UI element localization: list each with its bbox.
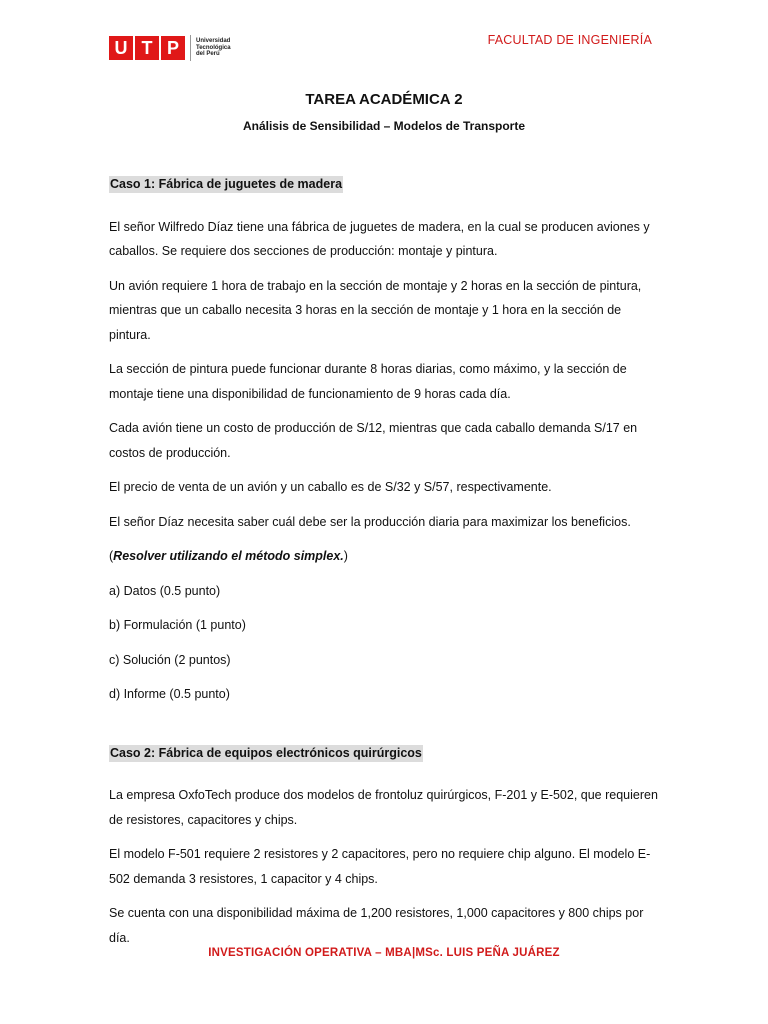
faculty-label: FACULTAD DE INGENIERÍA xyxy=(487,33,652,47)
instruction-text: Resolver utilizando el método simplex. xyxy=(113,549,344,563)
case1-paragraph: Cada avión tiene un costo de producción de S/12, mientras que cada caballo demanda S/17 en costos de producción. xyxy=(109,421,638,460)
document-body xyxy=(109,172,664,950)
case1-paragraph: El señor Wilfredo Díaz tiene una fábrica de juguetes de madera, en la cual se producen aviones y caballos. Se requiere dos secciones de producción: montaje y pintura. xyxy=(109,219,650,258)
page-header xyxy=(0,0,768,70)
case1-paragraph: La sección de pintura puede funcionar durante 8 horas diarias, como máximo, y la sección de montaje tiene una disponibilidad de funcionamiento de 9 horas cada día. xyxy=(109,362,627,401)
case1-paragraph: El señor Díaz necesita saber cuál debe ser la producción diaria para maximizar los beneficios. xyxy=(109,514,631,529)
utp-logo xyxy=(109,35,231,61)
page-footer: INVESTIGACIÓN OPERATIVA – MBA|MSc. LUIS PEÑA JUÁREZ xyxy=(208,947,560,959)
case1-item: b) Formulación (1 punto) xyxy=(109,618,246,632)
logo-letter-p: P xyxy=(161,36,185,60)
case1-heading: Caso 1: Fábrica de juguetes de madera xyxy=(110,177,343,191)
logo-text xyxy=(196,38,231,58)
logo-letter-u: U xyxy=(109,36,133,60)
document-subtitle: Análisis de Sensibilidad – Modelos de Transporte xyxy=(242,119,526,133)
logo-line-3: del Perú xyxy=(196,51,220,58)
case2-paragraph: La empresa OxfoTech produce dos modelos de frontoluz quirúrgicos, F-201 y E-502, que requieren de resistores, capacitores y chips. xyxy=(109,788,658,827)
case1-instruction: (Resolver utilizando el método simplex.) xyxy=(109,549,348,563)
case1-item: a) Datos (0.5 punto) xyxy=(109,583,221,598)
case1-item: c) Solución (2 puntos) xyxy=(109,652,231,667)
case1-item: d) Informe (0.5 punto) xyxy=(109,687,230,701)
logo-letter-t: T xyxy=(135,36,159,60)
case2-heading: Caso 2: Fábrica de equipos electrónicos quirúrgicos xyxy=(110,745,422,760)
case2-paragraph: Se cuenta con una disponibilidad máxima de 1,200 resistores, 1,000 capacitores y 800 chips por día. xyxy=(109,906,644,945)
case1-paragraph: Un avión requiere 1 hora de trabajo en la sección de montaje y 2 horas en la sección de pintura, mientras que un caballo necesita 3 horas en la sección de montaje y 1 hora en la sección de pintura. xyxy=(109,278,642,342)
document-title: TAREA ACADÉMICA 2 xyxy=(305,91,463,108)
case1-paragraph: El precio de venta de un avión y un caballo es de S/32 y S/57, respectivamente. xyxy=(109,480,552,494)
logo-line-2: Tecnológica xyxy=(196,44,231,51)
case2-paragraph: El modelo F-501 requiere 2 resistores y 2 capacitores, pero no requiere chip alguno. El modelo E-502 demanda 3 resistores, 1 capacitor y 4 chips. xyxy=(109,847,651,886)
logo-line-1: Universidad xyxy=(196,38,231,45)
logo-divider xyxy=(190,35,191,61)
